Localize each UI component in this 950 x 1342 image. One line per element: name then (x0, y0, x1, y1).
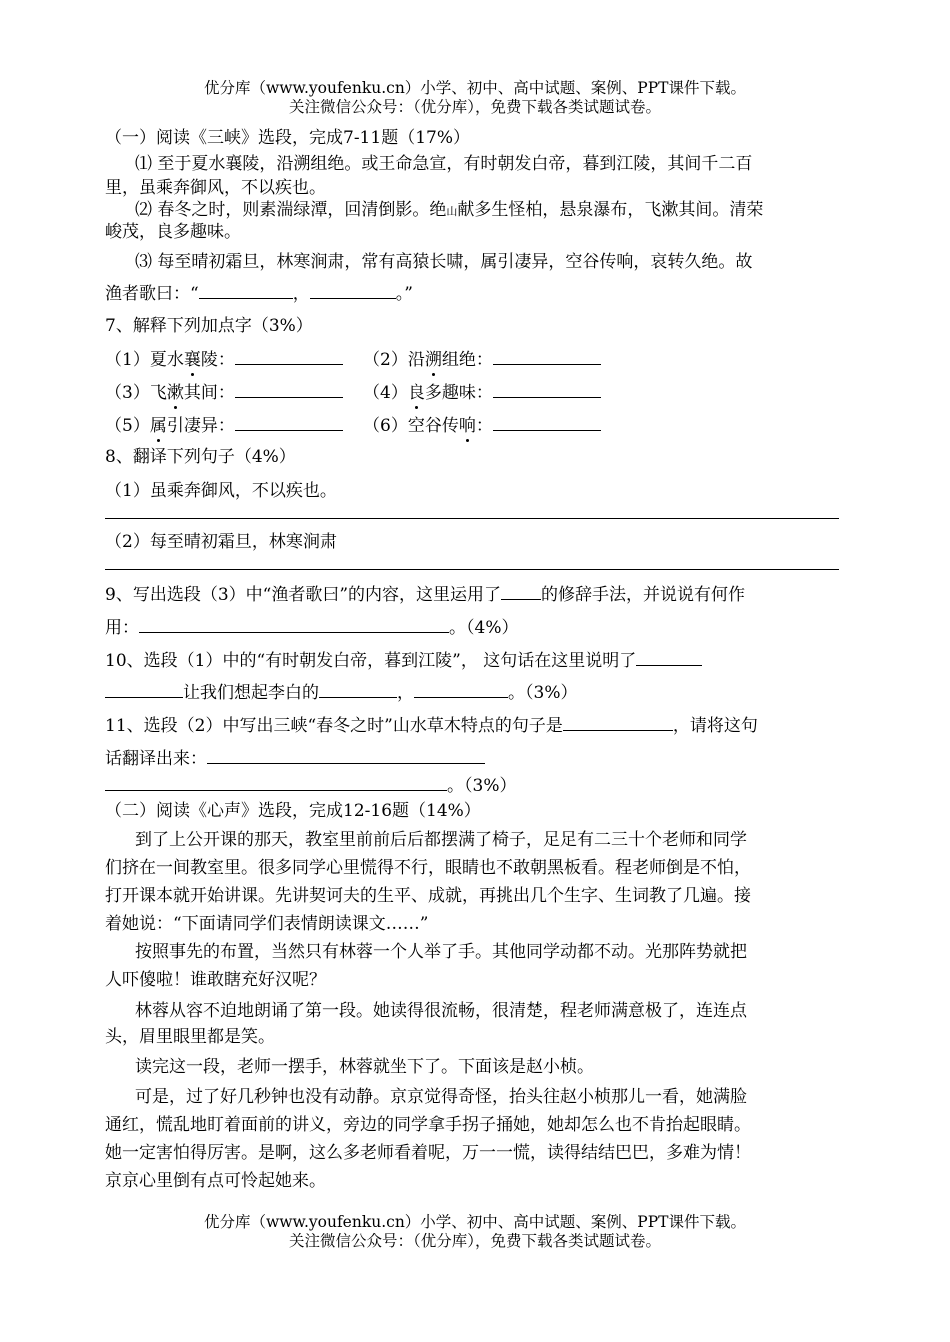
dotted-char: 良 (407, 383, 425, 403)
q7-item-prefix: （5） (105, 416, 150, 436)
answer-blank[interactable] (235, 346, 343, 365)
dotted-char: 响 (458, 416, 476, 436)
passage-line: 读完这一段，老师一摆手，林蓉就坐下了。下面该是赵小桢。 (135, 1057, 594, 1077)
answer-blank[interactable] (199, 280, 293, 299)
q7-item-suffix: ： (475, 416, 493, 436)
footer-line-2: 关注微信公众号：（优分库），免费下载各类试题试卷。 (288, 1232, 661, 1250)
q9-text-a: 9、写出选段（3）中“渔者歌曰”的内容，这里运用了 (105, 585, 502, 605)
dotted-char: 漱 (166, 383, 184, 403)
passage-line: 头，眉里眼里都是笑。 (105, 1027, 275, 1047)
q7-item-suffix: 其间： (183, 383, 235, 403)
q11-line-2 (105, 745, 485, 771)
answer-blank[interactable] (235, 379, 343, 398)
q7-item-3 (105, 379, 343, 405)
passage1-line-1: ⑴ 至于夏水襄陵，沿溯组绝。或王命急宣，有时朝发白帝，暮到江陵，其间千二百 (135, 154, 753, 174)
passage2-text-a: ⑵ 春冬之时，则素湍绿潭，回清倒影。绝 (135, 200, 447, 220)
section1-title: （一）阅读《三峡》选段，完成7-11题（17%） (105, 128, 470, 148)
q7-item-2 (363, 346, 601, 372)
passage2-line-2: 峻茂，良多趣味。 (105, 222, 241, 242)
q10-text-d: 。（3%） (508, 683, 578, 703)
section2-title: （二）阅读《心声》选段，完成12-16题（14%） (105, 801, 481, 821)
q10-text-c: ， (397, 683, 414, 703)
answer-blank[interactable] (493, 346, 601, 365)
answer-blank[interactable] (493, 412, 601, 431)
answer-line[interactable] (105, 569, 839, 570)
q7-item-prefix: （2）沿 (363, 350, 425, 370)
answer-blank[interactable] (501, 581, 541, 600)
footer-line-1: 优分库（www.youfenku.cn）小学、初中、高中试题、案例、PPT课件下载。 (203, 1213, 747, 1231)
q7-item-4 (363, 379, 601, 405)
q9-line-1 (105, 581, 745, 607)
answer-blank[interactable] (636, 647, 702, 666)
answer-blank[interactable] (207, 745, 485, 764)
q9-line-2 (105, 614, 518, 640)
q9-text-d: 。（4%） (449, 618, 519, 638)
dotted-char: 襄 (183, 350, 201, 370)
q10-text-a: 10、选段（1）中的“有时朝发白帝，暮到江陵”， 这句话在这里说明了 (105, 651, 637, 671)
passage-line: 可是，过了好几秒钟也没有动静。京京觉得奇怪，抬头往赵小桢那儿一看，她满脸 (135, 1087, 747, 1107)
q7-item-1 (105, 346, 343, 372)
q8-sentence-1: （1）虽乘奔御风，不以疾也。 (105, 481, 337, 501)
passage1-line-2: 里，虽乘奔御风，不以疾也。 (105, 178, 326, 198)
q7-item-suffix: 组绝： (441, 350, 493, 370)
q10-text-b: 让我们想起李白的 (183, 683, 319, 703)
q11-text-a: 11、选段（2）中写出三峡“春冬之时”山水草木特点的句子是 (105, 716, 563, 736)
q7-item-6 (363, 412, 601, 438)
dotted-char: 溯 (424, 350, 442, 370)
passage-line: 林蓉从容不迫地朗诵了第一段。她读得很流畅，很清楚，程老师满意极了，连连点 (135, 1001, 747, 1021)
passage2-small-char: 山 (446, 205, 458, 218)
passage3-suffix: 。” (395, 284, 413, 304)
q9-text-b: 的修辞手法，并说说有何作 (541, 585, 746, 605)
passage-line: 她一定害怕得厉害。是啊，这么多老师看着呢，万一一慌，读得结结巴巴，多难为情！ (105, 1143, 751, 1163)
answer-blank[interactable] (493, 379, 601, 398)
passage3-line-1: ⑶ 每至晴初霜旦，林寒涧肃，常有高猿长啸，属引凄异，空谷传响，哀转久绝。故 (135, 252, 753, 272)
answer-blank[interactable] (139, 614, 449, 633)
passage-line: 按照事先的布置，当然只有林蓉一个人举了手。其他同学动都不动。光那阵势就把 (135, 942, 747, 962)
answer-line[interactable] (105, 518, 839, 519)
passage3-prefix: 渔者歌曰：“ (105, 284, 199, 304)
passage-line: 着她说：“下面请同学们表情朗读课文……” (105, 914, 429, 934)
q11-text-c: 话翻译出来： (105, 749, 207, 769)
q10-line-2 (105, 679, 577, 705)
q11-line-3 (105, 772, 516, 798)
header-line-2: 关注微信公众号：（优分库），免费下载各类试题试卷。 (288, 98, 661, 116)
q9-text-c: 用： (105, 618, 139, 638)
q7-item-prefix: （4） (363, 383, 408, 403)
answer-blank[interactable] (563, 712, 673, 731)
passage3-comma: ， (292, 284, 310, 304)
passage-line: 京京心里倒有点可怜起她来。 (105, 1171, 326, 1191)
q7-item-suffix: 引凄异： (166, 416, 235, 436)
q7-item-suffix: 多趣味： (424, 383, 493, 403)
q11-text-b: ，请将这句 (672, 716, 758, 736)
passage-line: 人吓傻啦！谁敢瞎充好汉呢？ (105, 970, 326, 990)
answer-blank[interactable] (105, 679, 183, 698)
q7-item-suffix: 陵： (200, 350, 235, 370)
passage-line: 到了上公开课的那天，教室里前前后后都摆满了椅子，足足有二三十个老师和同学 (135, 830, 747, 850)
q10-line-1 (105, 647, 702, 673)
passage2-text-b: 献多生怪柏，悬泉瀑布，飞漱其间。清荣 (457, 200, 764, 220)
q8-title: 8、翻译下列句子（4%） (105, 447, 296, 467)
q11-line-1 (105, 712, 758, 738)
q7-title: 7、解释下列加点字（3%） (105, 316, 313, 336)
passage-line: 们挤在一间教室里。很多同学心里慌得不行，眼睛也不敢朝黑板看。程老师倒是不怕， (105, 858, 751, 878)
q7-item-5 (105, 412, 343, 438)
q8-sentence-2: （2）每至晴初霜旦，林寒涧肃 (105, 532, 337, 552)
answer-blank[interactable] (105, 772, 447, 791)
dotted-char: 属 (149, 416, 167, 436)
answer-blank[interactable] (310, 280, 396, 299)
header-line-1: 优分库（www.youfenku.cn）小学、初中、高中试题、案例、PPT课件下载。 (203, 79, 747, 97)
q7-item-prefix: （6）空谷传 (363, 416, 459, 436)
q11-text-d: 。（3%） (447, 776, 517, 796)
passage-line: 打开课本就开始讲课。先讲契诃夫的生平、成就，再挑出几个生字、生词教了几遍。接 (105, 886, 751, 906)
passage-line: 通红，慌乱地盯着面前的讲义，旁边的同学拿手拐子捅她，她却怎么也不肯抬起眼睛。 (105, 1115, 751, 1135)
answer-blank[interactable] (235, 412, 343, 431)
q7-item-prefix: （3）飞 (105, 383, 167, 403)
passage3-line-2 (105, 280, 413, 306)
answer-blank[interactable] (319, 679, 397, 698)
q7-item-prefix: （1）夏水 (105, 350, 184, 370)
answer-blank[interactable] (414, 679, 508, 698)
